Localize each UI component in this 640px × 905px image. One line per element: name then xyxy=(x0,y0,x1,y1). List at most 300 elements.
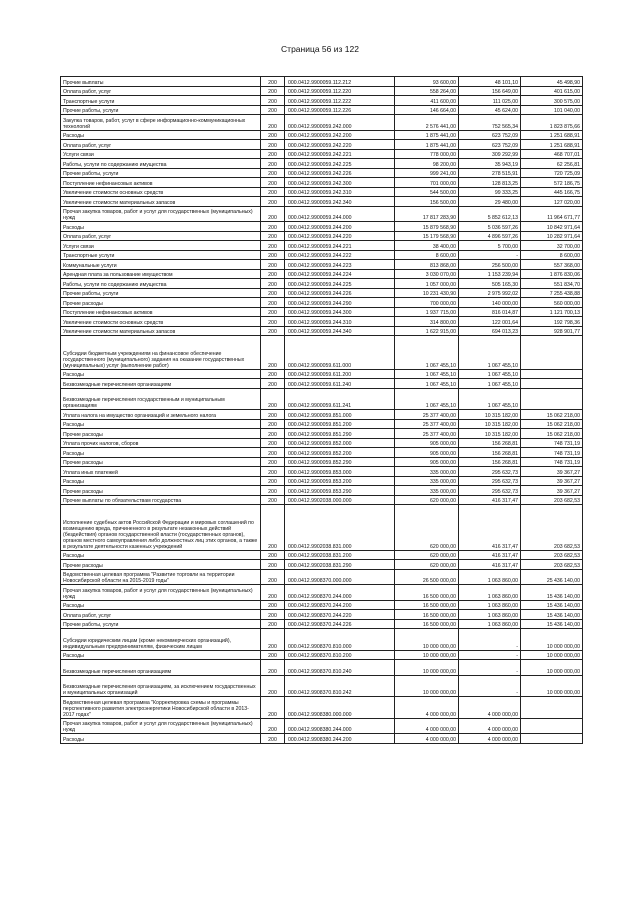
approved-amount-cell: 15 879 568,90 xyxy=(395,222,459,232)
budget-class-code-cell: 000.0412.9900059.244.200 xyxy=(285,222,395,232)
approved-amount-cell: 25 377 400,00 xyxy=(395,419,459,429)
executed-amount-cell: 48 101,10 xyxy=(459,77,521,87)
approved-amount-cell: 10 000 000,00 xyxy=(395,675,459,697)
expense-name-cell: Уплата прочих налогов, сборов xyxy=(61,438,261,448)
line-code-cell: 200 xyxy=(261,168,285,178)
approved-amount-cell: 8 600,00 xyxy=(395,250,459,260)
approved-amount-cell: 98 200,00 xyxy=(395,159,459,169)
budget-class-code-cell: 000.0412.9900059.611.240 xyxy=(285,379,395,389)
unexecuted-amount-cell: 572 186,75 xyxy=(521,178,583,188)
table-row xyxy=(61,467,583,477)
expense-name-cell: Оплата работ, услуг xyxy=(61,231,261,241)
executed-amount-cell: 416 317,47 xyxy=(459,560,521,570)
approved-amount-cell: 1 057 000,00 xyxy=(395,279,459,289)
table-row xyxy=(61,206,583,222)
line-code-cell: 200 xyxy=(261,429,285,439)
table-row xyxy=(61,486,583,496)
table-row xyxy=(61,178,583,188)
approved-amount-cell: 16 500 000,00 xyxy=(395,585,459,601)
table-row xyxy=(61,734,583,744)
approved-amount-cell: 558 264,00 xyxy=(395,86,459,96)
approved-amount-cell: 544 500,00 xyxy=(395,187,459,197)
line-code-cell: 200 xyxy=(261,269,285,279)
approved-amount-cell: 1 875 441,00 xyxy=(395,140,459,150)
unexecuted-amount-cell: 203 682,53 xyxy=(521,495,583,505)
expense-name-cell: Прочая закупка товаров, работ и услуг для государственных (муниципальных) нужд xyxy=(61,206,261,222)
budget-class-code-cell: 000.0412.9908370.810.240 xyxy=(285,660,395,676)
budget-class-code-cell: 000.0412.9900059.244.300 xyxy=(285,307,395,317)
line-code-cell: 200 xyxy=(261,206,285,222)
table-row xyxy=(61,317,583,327)
expense-name-cell: Прочая закупка товаров, работ и услуг для государственных (муниципальных) нужд xyxy=(61,585,261,601)
line-code-cell: 200 xyxy=(261,448,285,458)
approved-amount-cell: 1 937 715,00 xyxy=(395,307,459,317)
expense-name-cell: Транспортные услуги xyxy=(61,250,261,260)
approved-amount-cell: 15 179 568,90 xyxy=(395,231,459,241)
unexecuted-amount-cell: 1 251 688,91 xyxy=(521,130,583,140)
table-row xyxy=(61,438,583,448)
unexecuted-amount-cell: 748 731,19 xyxy=(521,457,583,467)
table-row xyxy=(61,419,583,429)
budget-class-code-cell: 000.0412.9900059.244.225 xyxy=(285,279,395,289)
approved-amount-cell: 335 000,00 xyxy=(395,486,459,496)
unexecuted-amount-cell: 1 823 875,66 xyxy=(521,115,583,131)
table-row xyxy=(61,550,583,560)
expense-name-cell: Коммунальные услуги xyxy=(61,260,261,270)
executed-amount-cell: - xyxy=(459,650,521,660)
line-code-cell: 200 xyxy=(261,600,285,610)
unexecuted-amount-cell: 401 615,00 xyxy=(521,86,583,96)
line-code-cell: 200 xyxy=(261,86,285,96)
executed-amount-cell: 816 014,87 xyxy=(459,307,521,317)
table-row xyxy=(61,610,583,620)
budget-class-code-cell: 000.0412.9900059.853.200 xyxy=(285,476,395,486)
approved-amount-cell: 1 067 455,10 xyxy=(395,388,459,410)
approved-amount-cell: 16 500 000,00 xyxy=(395,619,459,629)
executed-amount-cell: 128 813,25 xyxy=(459,178,521,188)
expense-name-cell: Оплата работ, услуг xyxy=(61,140,261,150)
line-code-cell: 200 xyxy=(261,476,285,486)
unexecuted-amount-cell: 192 798,36 xyxy=(521,317,583,327)
line-code-cell: 200 xyxy=(261,96,285,106)
executed-amount-cell: - xyxy=(459,250,521,260)
approved-amount-cell: 335 000,00 xyxy=(395,476,459,486)
table-row xyxy=(61,569,583,585)
unexecuted-amount-cell: 15 062 218,00 xyxy=(521,410,583,420)
line-code-cell: 200 xyxy=(261,379,285,389)
unexecuted-amount-cell: 748 731,19 xyxy=(521,438,583,448)
line-code-cell: 200 xyxy=(261,660,285,676)
table-row xyxy=(61,187,583,197)
line-code-cell: 200 xyxy=(261,419,285,429)
expense-name-cell: Оплата работ, услуг xyxy=(61,610,261,620)
budget-class-code-cell: 000.0412.9900059.611.200 xyxy=(285,369,395,379)
approved-amount-cell: 335 000,00 xyxy=(395,467,459,477)
executed-amount-cell: 694 013,23 xyxy=(459,326,521,336)
unexecuted-amount-cell: 11 964 671,77 xyxy=(521,206,583,222)
executed-amount-cell: 309 292,99 xyxy=(459,149,521,159)
table-row xyxy=(61,336,583,370)
table-row xyxy=(61,379,583,389)
approved-amount-cell: 1 067 455,10 xyxy=(395,379,459,389)
line-code-cell: 200 xyxy=(261,187,285,197)
executed-amount-cell: 1 063 860,00 xyxy=(459,585,521,601)
unexecuted-amount-cell: 720 725,09 xyxy=(521,168,583,178)
approved-amount-cell: 1 875 441,00 xyxy=(395,130,459,140)
line-code-cell: 200 xyxy=(261,159,285,169)
expense-name-cell: Увеличение стоимости основных средств xyxy=(61,317,261,327)
executed-amount-cell: 416 317,47 xyxy=(459,550,521,560)
executed-amount-cell: 122 001,64 xyxy=(459,317,521,327)
unexecuted-amount-cell: 8 600,00 xyxy=(521,250,583,260)
table-body xyxy=(61,77,583,744)
table-row xyxy=(61,718,583,734)
budget-class-code-cell: 000.0412.9908370.810.200 xyxy=(285,650,395,660)
table-row xyxy=(61,448,583,458)
approved-amount-cell: 10 231 430,90 xyxy=(395,288,459,298)
table-row xyxy=(61,197,583,207)
expense-name-cell: Арендная плата за пользование имуществом xyxy=(61,269,261,279)
executed-amount-cell: 10 315 182,00 xyxy=(459,419,521,429)
table-row xyxy=(61,222,583,232)
expense-name-cell: Расходы xyxy=(61,448,261,458)
approved-amount-cell: 25 377 400,00 xyxy=(395,410,459,420)
budget-class-code-cell: 000.0412.9908370.000.000 xyxy=(285,569,395,585)
expenditure-table xyxy=(60,76,583,744)
executed-amount-cell: 295 632,73 xyxy=(459,476,521,486)
budget-class-code-cell: 000.0412.9900059.112.222 xyxy=(285,96,395,106)
budget-class-code-cell: 000.0412.9900059.244.000 xyxy=(285,206,395,222)
unexecuted-amount-cell: 203 682,53 xyxy=(521,560,583,570)
line-code-cell: 200 xyxy=(261,77,285,87)
expense-name-cell: Увеличение стоимости материальных запасов xyxy=(61,197,261,207)
table-row xyxy=(61,495,583,505)
budget-class-code-cell: 000.0412.9900059.611.241 xyxy=(285,388,395,410)
unexecuted-amount-cell: 15 436 140,00 xyxy=(521,610,583,620)
approved-amount-cell: 93 600,00 xyxy=(395,77,459,87)
line-code-cell: 200 xyxy=(261,619,285,629)
line-code-cell: 200 xyxy=(261,369,285,379)
table-row xyxy=(61,388,583,410)
expense-name-cell: Расходы xyxy=(61,650,261,660)
unexecuted-amount-cell xyxy=(521,336,583,370)
line-code-cell: 200 xyxy=(261,105,285,115)
executed-amount-cell: 295 632,73 xyxy=(459,486,521,496)
line-code-cell: 200 xyxy=(261,326,285,336)
budget-class-code-cell: 000.0412.9900059.244.223 xyxy=(285,260,395,270)
table-row xyxy=(61,86,583,96)
executed-amount-cell: 5 036 597,26 xyxy=(459,222,521,232)
approved-amount-cell: 905 000,00 xyxy=(395,448,459,458)
expense-name-cell: Поступление нефинансовых активов xyxy=(61,307,261,317)
expense-name-cell: Прочие работы, услуги xyxy=(61,288,261,298)
table-row xyxy=(61,149,583,159)
expense-name-cell: Безвозмездные перечисления организациям xyxy=(61,379,261,389)
expense-name-cell: Уплата налога на имущество организаций и земельного налога xyxy=(61,410,261,420)
line-code-cell: 200 xyxy=(261,288,285,298)
budget-class-code-cell: 000.0412.9900059.244.224 xyxy=(285,269,395,279)
expense-name-cell: Закупка товаров, работ, услуг в сфере информационно-коммуникационных технологий xyxy=(61,115,261,131)
expense-name-cell: Транспортные услуги xyxy=(61,96,261,106)
executed-amount-cell: 99 333,25 xyxy=(459,187,521,197)
executed-amount-cell: 1 153 239,94 xyxy=(459,269,521,279)
expense-name-cell: Расходы xyxy=(61,222,261,232)
unexecuted-amount-cell: 10 842 971,64 xyxy=(521,222,583,232)
executed-amount-cell: 505 165,30 xyxy=(459,279,521,289)
unexecuted-amount-cell: 15 436 140,00 xyxy=(521,619,583,629)
budget-class-code-cell: 000.0412.9900059.852.200 xyxy=(285,448,395,458)
line-code-cell: 200 xyxy=(261,495,285,505)
budget-class-code-cell: 000.0412.9900059.242.300 xyxy=(285,178,395,188)
line-code-cell: 200 xyxy=(261,486,285,496)
expense-name-cell: Ведомственная целевая программа "Корректировка схемы и программы перспективного развития электроэнергетики Новосибирской области в 2013-2017 годах" xyxy=(61,697,261,719)
unexecuted-amount-cell xyxy=(521,734,583,744)
executed-amount-cell: 1 063 860,00 xyxy=(459,600,521,610)
executed-amount-cell: 10 315 182,00 xyxy=(459,429,521,439)
budget-class-code-cell: 000.0412.9900059.242.310 xyxy=(285,187,395,197)
table-row xyxy=(61,369,583,379)
executed-amount-cell: 1 063 860,00 xyxy=(459,569,521,585)
executed-amount-cell: 416 317,47 xyxy=(459,505,521,551)
line-code-cell: 200 xyxy=(261,317,285,327)
budget-class-code-cell: 000.0412.9900059.853.290 xyxy=(285,486,395,496)
approved-amount-cell: 4 000 000,00 xyxy=(395,718,459,734)
table-row xyxy=(61,619,583,629)
budget-class-code-cell: 000.0412.9900059.112.226 xyxy=(285,105,395,115)
expense-name-cell: Работы, услуги по содержанию имущества xyxy=(61,279,261,289)
approved-amount-cell: 700 000,00 xyxy=(395,298,459,308)
line-code-cell: 200 xyxy=(261,550,285,560)
budget-class-code-cell: 000.0412.9900059.242.200 xyxy=(285,130,395,140)
line-code-cell: 200 xyxy=(261,115,285,131)
unexecuted-amount-cell: 25 436 140,00 xyxy=(521,569,583,585)
approved-amount-cell: 17 817 283,90 xyxy=(395,206,459,222)
expense-name-cell: Расходы xyxy=(61,550,261,560)
unexecuted-amount-cell: 62 256,81 xyxy=(521,159,583,169)
approved-amount-cell: 701 000,00 xyxy=(395,178,459,188)
expense-name-cell: Расходы xyxy=(61,130,261,140)
unexecuted-amount-cell: 551 834,70 xyxy=(521,279,583,289)
expense-name-cell: Прочие работы, услуги xyxy=(61,105,261,115)
line-code-cell: 200 xyxy=(261,250,285,260)
executed-amount-cell: 10 315 182,00 xyxy=(459,410,521,420)
table-row xyxy=(61,457,583,467)
executed-amount-cell: 256 500,00 xyxy=(459,260,521,270)
executed-amount-cell: 1 067 455,10 xyxy=(459,369,521,379)
executed-amount-cell: 1 067 455,10 xyxy=(459,388,521,410)
budget-class-code-cell: 000.0412.9908370.810.242 xyxy=(285,675,395,697)
table-row xyxy=(61,410,583,420)
table-row xyxy=(61,476,583,486)
unexecuted-amount-cell: 15 062 218,00 xyxy=(521,429,583,439)
budget-class-code-cell: 000.0412.9900059.851.200 xyxy=(285,419,395,429)
unexecuted-amount-cell: 15 436 140,00 xyxy=(521,600,583,610)
expense-name-cell: Расходы xyxy=(61,419,261,429)
unexecuted-amount-cell: 10 000 000,00 xyxy=(521,629,583,651)
executed-amount-cell: 4 000 000,00 xyxy=(459,718,521,734)
table-row xyxy=(61,600,583,610)
table-row xyxy=(61,505,583,551)
expense-name-cell: Уплата иных платежей xyxy=(61,467,261,477)
table-row xyxy=(61,269,583,279)
approved-amount-cell: 620 000,00 xyxy=(395,550,459,560)
budget-class-code-cell: 000.0412.9902038.831.290 xyxy=(285,560,395,570)
budget-class-code-cell: 000.0412.9900059.244.221 xyxy=(285,241,395,251)
line-code-cell: 200 xyxy=(261,279,285,289)
table-row xyxy=(61,140,583,150)
expense-name-cell: Расходы xyxy=(61,600,261,610)
approved-amount-cell: 38 400,00 xyxy=(395,241,459,251)
executed-amount-cell: 140 000,00 xyxy=(459,298,521,308)
table-row xyxy=(61,130,583,140)
budget-class-code-cell: 000.0412.9908370.244.226 xyxy=(285,619,395,629)
table-row xyxy=(61,629,583,651)
table-row xyxy=(61,231,583,241)
executed-amount-cell: 4 896 597,26 xyxy=(459,231,521,241)
executed-amount-cell: - xyxy=(459,675,521,697)
table-row xyxy=(61,429,583,439)
table-row xyxy=(61,298,583,308)
approved-amount-cell: 4 000 000,00 xyxy=(395,734,459,744)
budget-class-code-cell: 000.0412.9908370.244.200 xyxy=(285,600,395,610)
unexecuted-amount-cell: 15 436 140,00 xyxy=(521,585,583,601)
unexecuted-amount-cell xyxy=(521,379,583,389)
line-code-cell: 200 xyxy=(261,222,285,232)
approved-amount-cell: 25 377 400,00 xyxy=(395,429,459,439)
unexecuted-amount-cell xyxy=(521,718,583,734)
line-code-cell: 200 xyxy=(261,307,285,317)
unexecuted-amount-cell: 1 121 700,13 xyxy=(521,307,583,317)
line-code-cell: 200 xyxy=(261,457,285,467)
approved-amount-cell: 1 067 455,10 xyxy=(395,369,459,379)
budget-class-code-cell: 000.0412.9900059.242.000 xyxy=(285,115,395,131)
line-code-cell: 200 xyxy=(261,260,285,270)
expense-name-cell: Расходы xyxy=(61,476,261,486)
unexecuted-amount-cell: 15 062 218,00 xyxy=(521,419,583,429)
unexecuted-amount-cell: 101 040,00 xyxy=(521,105,583,115)
line-code-cell: 200 xyxy=(261,560,285,570)
executed-amount-cell: 1 067 455,10 xyxy=(459,336,521,370)
executed-amount-cell: 156 268,81 xyxy=(459,457,521,467)
budget-class-code-cell: 000.0412.9900059.244.290 xyxy=(285,298,395,308)
budget-class-code-cell: 000.0412.9900059.851.290 xyxy=(285,429,395,439)
budget-class-code-cell: 000.0412.9902038.000.000 xyxy=(285,495,395,505)
expense-name-cell: Безвозмездные перечисления организациям xyxy=(61,660,261,676)
unexecuted-amount-cell: 748 731,19 xyxy=(521,448,583,458)
line-code-cell: 200 xyxy=(261,610,285,620)
budget-class-code-cell: 000.0412.9900059.112.220 xyxy=(285,86,395,96)
unexecuted-amount-cell: 468 707,01 xyxy=(521,149,583,159)
line-code-cell: 200 xyxy=(261,298,285,308)
table-row xyxy=(61,585,583,601)
executed-amount-cell: 416 317,47 xyxy=(459,495,521,505)
expense-name-cell: Поступление нефинансовых активов xyxy=(61,178,261,188)
approved-amount-cell: 10 000 000,00 xyxy=(395,650,459,660)
executed-amount-cell: 29 480,00 xyxy=(459,197,521,207)
unexecuted-amount-cell xyxy=(521,369,583,379)
unexecuted-amount-cell: 32 700,00 xyxy=(521,241,583,251)
line-code-cell: 200 xyxy=(261,650,285,660)
executed-amount-cell: 35 943,19 xyxy=(459,159,521,169)
approved-amount-cell: 905 000,00 xyxy=(395,438,459,448)
line-code-cell: 200 xyxy=(261,629,285,651)
line-code-cell: 200 xyxy=(261,231,285,241)
budget-class-code-cell: 000.0412.9900059.611.000 xyxy=(285,336,395,370)
approved-amount-cell: 10 000 000,00 xyxy=(395,629,459,651)
unexecuted-amount-cell: 10 000 000,00 xyxy=(521,660,583,676)
unexecuted-amount-cell: 928 901,77 xyxy=(521,326,583,336)
line-code-cell: 200 xyxy=(261,410,285,420)
executed-amount-cell: - xyxy=(459,629,521,651)
expense-name-cell: Исполнение судебных актов Российской Федерации и мировых соглашений по возмещению вреда, причиненного в результате незаконных действий (бездействия) органов государственной власти (государственных органов), органов местного самоуправления либо должностных лиц этих органов, а также в результате деятельности казенных учреждений xyxy=(61,505,261,551)
expense-name-cell: Услуги связи xyxy=(61,149,261,159)
approved-amount-cell: 16 500 000,00 xyxy=(395,610,459,620)
table-row xyxy=(61,159,583,169)
approved-amount-cell: 2 576 441,00 xyxy=(395,115,459,131)
approved-amount-cell: 4 000 000,00 xyxy=(395,697,459,719)
budget-class-code-cell: 000.0412.9900059.242.220 xyxy=(285,140,395,150)
executed-amount-cell: 2 975 992,02 xyxy=(459,288,521,298)
table-row xyxy=(61,77,583,87)
expense-name-cell: Услуги связи xyxy=(61,241,261,251)
executed-amount-cell: 1 063 860,00 xyxy=(459,610,521,620)
unexecuted-amount-cell: 300 575,00 xyxy=(521,96,583,106)
table-row xyxy=(61,115,583,131)
expense-name-cell: Увеличение стоимости материальных запасов xyxy=(61,326,261,336)
expense-name-cell: Безвозмездные перечисления государственным и муниципальным организациям xyxy=(61,388,261,410)
line-code-cell: 200 xyxy=(261,718,285,734)
executed-amount-cell: 45 624,00 xyxy=(459,105,521,115)
budget-class-code-cell: 000.0412.9900059.244.222 xyxy=(285,250,395,260)
expense-name-cell: Прочие расходы xyxy=(61,560,261,570)
budget-class-code-cell: 000.0412.9900059.242.340 xyxy=(285,197,395,207)
unexecuted-amount-cell: 10 000 000,00 xyxy=(521,675,583,697)
line-code-cell: 200 xyxy=(261,569,285,585)
unexecuted-amount-cell: 39 367,27 xyxy=(521,486,583,496)
table-row xyxy=(61,697,583,719)
budget-class-code-cell: 000.0412.9900059.244.310 xyxy=(285,317,395,327)
unexecuted-amount-cell: 7 255 438,88 xyxy=(521,288,583,298)
approved-amount-cell: 813 868,00 xyxy=(395,260,459,270)
table-row xyxy=(61,326,583,336)
executed-amount-cell: 156 268,81 xyxy=(459,448,521,458)
table-row xyxy=(61,560,583,570)
unexecuted-amount-cell: 39 367,27 xyxy=(521,467,583,477)
unexecuted-amount-cell: 557 368,00 xyxy=(521,260,583,270)
budget-class-code-cell: 000.0412.9900059.112.212 xyxy=(285,77,395,87)
expense-name-cell: Оплата работ, услуг xyxy=(61,86,261,96)
unexecuted-amount-cell: 39 367,27 xyxy=(521,476,583,486)
executed-amount-cell: 4 000 000,00 xyxy=(459,697,521,719)
unexecuted-amount-cell: 127 020,00 xyxy=(521,197,583,207)
expense-name-cell: Прочие работы, услуги xyxy=(61,619,261,629)
budget-class-code-cell: 000.0412.9900059.852.290 xyxy=(285,457,395,467)
unexecuted-amount-cell: 10 282 971,64 xyxy=(521,231,583,241)
expense-name-cell: Безвозмездные перечисления организациям, за исключением государственных и муниципальных организаций xyxy=(61,675,261,697)
unexecuted-amount-cell: 1 251 688,91 xyxy=(521,140,583,150)
executed-amount-cell: 5 700,00 xyxy=(459,241,521,251)
budget-class-code-cell: 000.0412.9900059.853.000 xyxy=(285,467,395,477)
expense-name-cell: Ведомственная целевая программа "Развитие торговли на территории Новосибирской области на 2015-2019 годы" xyxy=(61,569,261,585)
unexecuted-amount-cell xyxy=(521,388,583,410)
table-row xyxy=(61,168,583,178)
approved-amount-cell: 1 067 455,10 xyxy=(395,336,459,370)
budget-class-code-cell: 000.0412.9902038.831.200 xyxy=(285,550,395,560)
budget-class-code-cell: 000.0412.9900059.244.220 xyxy=(285,231,395,241)
unexecuted-amount-cell: 560 000,00 xyxy=(521,298,583,308)
table-row xyxy=(61,650,583,660)
line-code-cell: 200 xyxy=(261,140,285,150)
